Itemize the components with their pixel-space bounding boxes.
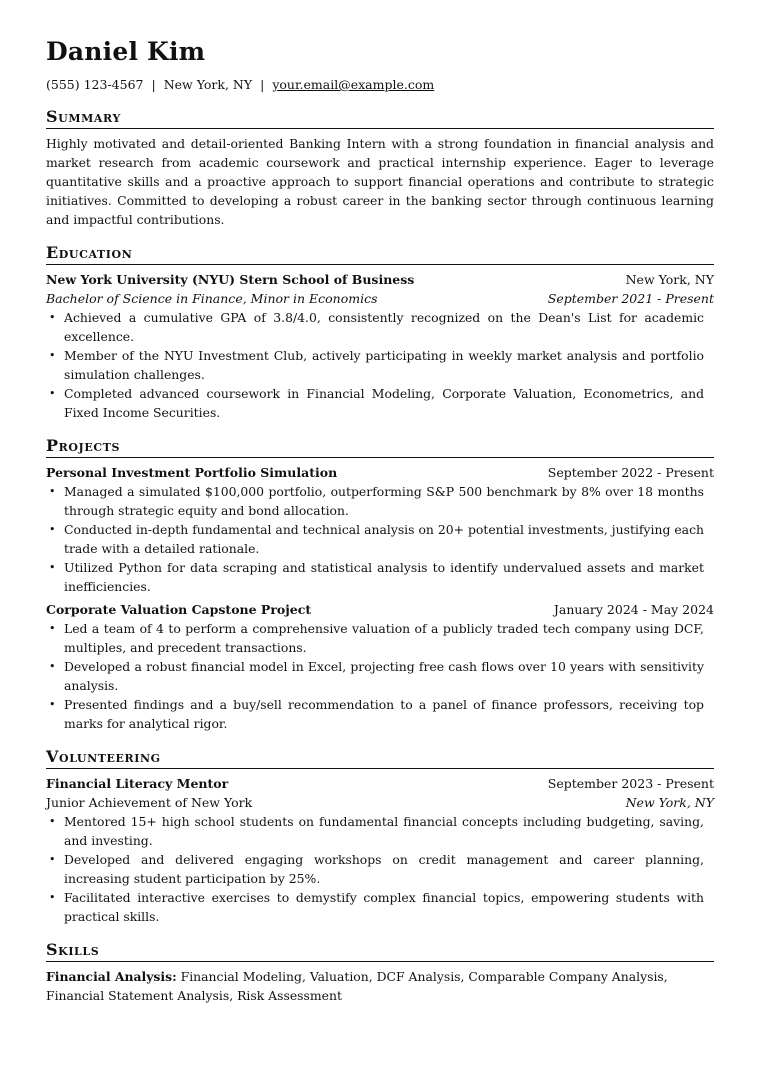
list-item: • Member of the NYU Investment Club, actively participating in weekly market analysis and portfolio simulation challenges. [46, 346, 714, 384]
list-item: • Utilized Python for data scraping and statistical analysis to identify undervalued assets and market inefficiencies. [46, 558, 714, 596]
skill-category: Financial Analysis: [46, 969, 177, 984]
candidate-name: Daniel Kim [46, 37, 206, 66]
section-title-summary: Summary [46, 107, 121, 126]
email-link[interactable]: your.email@example.com [272, 77, 435, 92]
list-item: • Conducted in-depth fundamental and technical analysis on 20+ potential investments, justifying each trade with a detailed rationale. [46, 520, 714, 558]
project-bullets [46, 619, 714, 733]
section-divider [46, 457, 714, 458]
list-item: • Facilitated interactive exercises to demystify complex financial topics, empowering students with practical skills. [46, 888, 714, 926]
list-item: • Managed a simulated $100,000 portfolio, outperforming S&P 500 benchmark by 8% over 18 months through strategic equity and bond allocation. [46, 482, 714, 520]
volunteering-org-row [46, 793, 714, 812]
volunteer-location: New York, NY [625, 795, 714, 810]
project-name: Personal Investment Portfolio Simulation [46, 465, 338, 480]
project-heading-row [46, 463, 714, 482]
project-entry [46, 600, 714, 733]
location: New York, NY [163, 77, 253, 92]
projects-section [46, 437, 714, 733]
volunteering-heading-row [46, 774, 714, 793]
list-item: • Mentored 15+ high school students on fundamental financial concepts including budgeting, saving, and investing. [46, 812, 714, 850]
institution-location: New York, NY [625, 272, 714, 287]
contact-line [46, 76, 714, 93]
list-item: • Developed a robust financial model in Excel, projecting free cash flows over 10 years with sensitivity analysis. [46, 657, 714, 695]
section-divider [46, 128, 714, 129]
education-degree-row [46, 289, 714, 308]
project-dates: January 2024 - May 2024 [553, 602, 714, 617]
project-name: Corporate Valuation Capstone Project [46, 602, 312, 617]
project-dates: September 2022 - Present [547, 465, 714, 480]
project-bullets [46, 482, 714, 596]
list-item: • Achieved a cumulative GPA of 3.8/4.0, consistently recognized on the Dean's List for academic excellence. [46, 308, 714, 346]
section-title-education: Education [46, 243, 133, 262]
summary-section [46, 108, 714, 229]
skills-section [46, 941, 714, 1005]
list-item: • Led a team of 4 to perform a comprehensive valuation of a publicly traded tech company using DCF, multiples, and precedent transactions. [46, 619, 714, 657]
section-title-volunteering: Volunteering [46, 747, 161, 766]
institution-name: New York University (NYU) Stern School of Business [46, 272, 415, 287]
resume-header [46, 36, 714, 93]
summary-text: Highly motivated and detail-oriented Banking Intern with a strong foundation in financial analysis and market research from academic coursework and practical internship experience. Eager to leverage quantitative skills and a proactive approach to support financial operations and contribute to strategic initiatives. Committed to developing a robust career in the banking sector through continuous learning and impactful contributions. [46, 136, 714, 227]
section-title-skills: Skills [46, 940, 100, 959]
education-entry [46, 270, 714, 422]
section-divider [46, 768, 714, 769]
education-section [46, 244, 714, 422]
skill-list: Financial Modeling, Valuation, DCF Analysis, Comparable Company Analysis, Financial Statement Analysis, Risk Assessment [46, 969, 668, 1003]
phone-number: (555) 123-4567 [46, 77, 144, 92]
list-item: • Completed advanced coursework in Financial Modeling, Corporate Valuation, Econometrics, and Fixed Income Securities. [46, 384, 714, 422]
list-item: • Presented findings and a buy/sell recommendation to a panel of finance professors, receiving top marks for analytical rigor. [46, 695, 714, 733]
volunteering-entry [46, 774, 714, 926]
volunteering-section [46, 748, 714, 926]
volunteer-role: Financial Literacy Mentor [46, 776, 229, 791]
education-heading-row [46, 270, 714, 289]
project-heading-row [46, 600, 714, 619]
section-divider [46, 961, 714, 962]
education-dates: September 2021 - Present [547, 291, 714, 306]
section-title-projects: Projects [46, 436, 121, 455]
section-divider [46, 264, 714, 265]
education-bullets [46, 308, 714, 422]
contact-separator: | [260, 77, 265, 92]
volunteer-dates: September 2023 - Present [547, 776, 714, 791]
list-item: • Developed and delivered engaging workshops on credit management and career planning, increasing student participation by 25%. [46, 850, 714, 888]
resume-page [46, 36, 714, 1005]
project-entry [46, 463, 714, 596]
skill-line [46, 967, 714, 1005]
contact-separator: | [151, 77, 156, 92]
volunteering-bullets [46, 812, 714, 926]
volunteer-organization: Junior Achievement of New York [46, 795, 253, 810]
degree: Bachelor of Science in Finance, Minor in Economics [46, 291, 378, 306]
